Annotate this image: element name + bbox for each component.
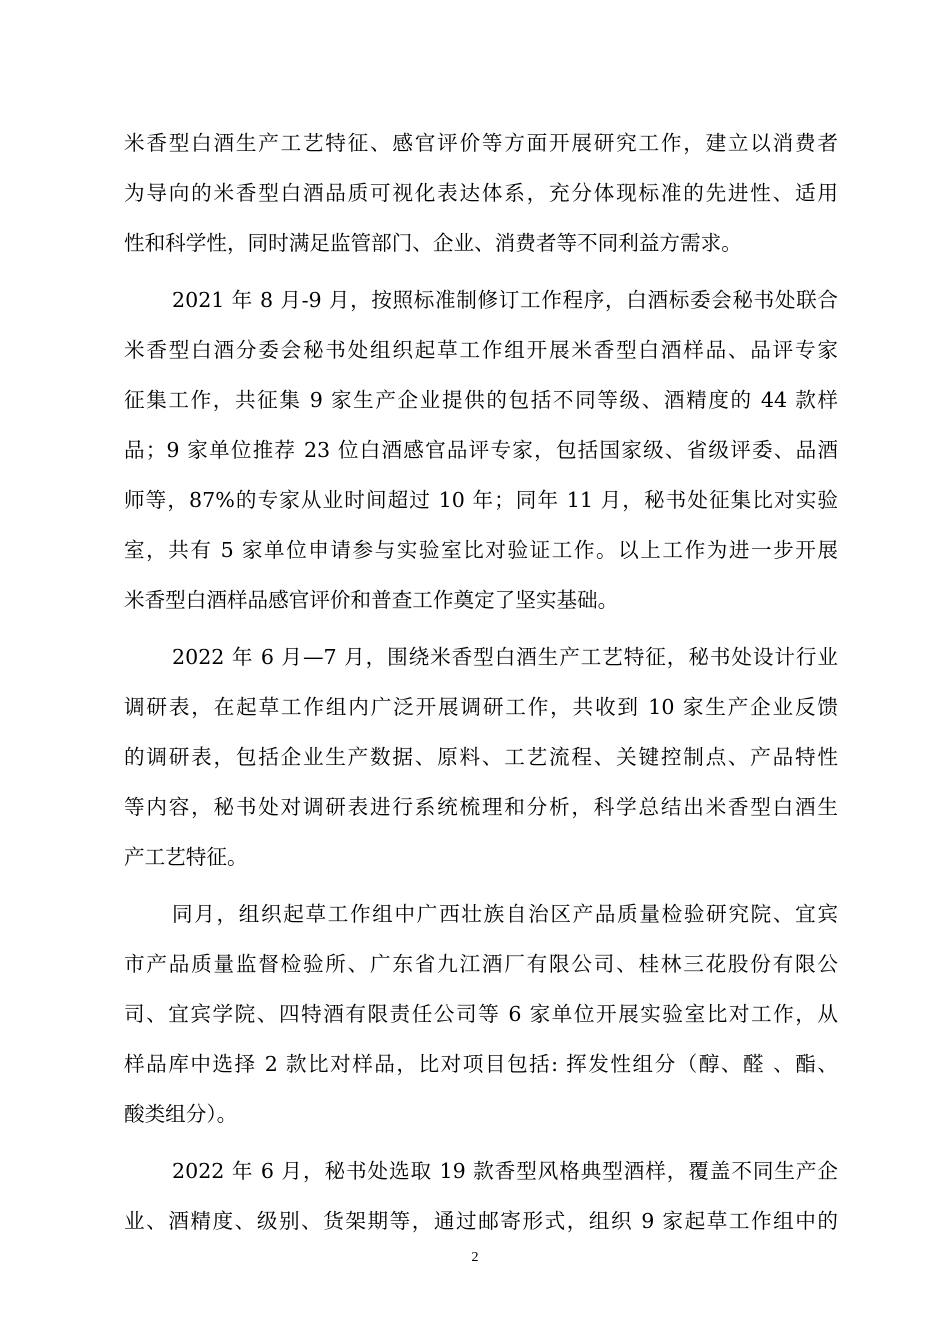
paragraph-3 <box>124 632 838 882</box>
text-line: 2022 年 6 月，秘书处选取 19 款香型风格典型酒样，覆盖不同生产企 <box>172 1159 838 1183</box>
text-line: 酸类组分）。 <box>124 1102 238 1126</box>
text-line: 市产品质量监督检验所、广东省九江酒厂有限公司、桂林三花股份有限公 <box>124 952 838 976</box>
paragraph-2 <box>124 275 838 625</box>
paragraph-5 <box>124 1146 838 1246</box>
text-line: 2021 年 8 月-9 月，按照标准制修订工作程序，白酒标委会秘书处联合 <box>172 288 838 312</box>
text-line: 米香型白酒样品感官评价和普查工作奠定了坚实基础。 <box>124 588 619 612</box>
text-line: 同月，组织起草工作组中广西壮族自治区产品质量检验研究院、宜宾 <box>172 902 838 926</box>
text-line: 米香型白酒分委会秘书处组织起草工作组开展米香型白酒样品、品评专家 <box>124 338 838 362</box>
text-line: 样品库中选择 2 款比对样品，比对项目包括: 挥发性组分（醇、醛 、酯、 <box>124 1052 838 1076</box>
text-line: 调研表，在起草工作组内广泛开展调研工作，共收到 10 家生产企业反馈 <box>124 695 838 719</box>
paragraph-4 <box>124 889 838 1139</box>
page-number: 2 <box>471 1250 479 1265</box>
text-line: 米香型白酒生产工艺特征、感官评价等方面开展研究工作，建立以消费者 <box>124 131 838 155</box>
text-line: 征集工作，共征集 9 家生产企业提供的包括不同等级、酒精度的 44 款样 <box>124 388 838 412</box>
body-text <box>124 118 838 1246</box>
text-line: 性和科学性，同时满足监管部门、企业、消费者等不同利益方需求。 <box>124 231 742 255</box>
text-line: 司、宜宾学院、四特酒有限责任公司等 6 家单位开展实验室比对工作，从 <box>124 1002 838 1026</box>
text-line: 等内容，秘书处对调研表进行系统梳理和分析，科学总结出米香型白酒生 <box>124 795 838 819</box>
text-line: 业、酒精度、级别、货架期等，通过邮寄形式，组织 9 家起草工作组中的 <box>124 1209 838 1233</box>
text-line: 的调研表，包括企业生产数据、原料、工艺流程、关键控制点、产品特性 <box>124 745 838 769</box>
text-line: 室，共有 5 家单位申请参与实验室比对验证工作。以上工作为进一步开展 <box>124 538 838 562</box>
text-line: 为导向的米香型白酒品质可视化表达体系，充分体现标准的先进性、适用 <box>124 181 838 205</box>
text-line: 产工艺特征。 <box>124 845 248 869</box>
text-line: 师等，87%的专家从业时间超过 10 年；同年 11 月，秘书处征集比对实验 <box>124 488 838 512</box>
text-line: 品；9 家单位推荐 23 位白酒感官品评专家，包括国家级、省级评委、品酒 <box>124 438 838 462</box>
paragraph-1 <box>124 118 838 268</box>
text-line: 2022 年 6 月—7 月，围绕米香型白酒生产工艺特征，秘书处设计行业 <box>172 645 838 669</box>
